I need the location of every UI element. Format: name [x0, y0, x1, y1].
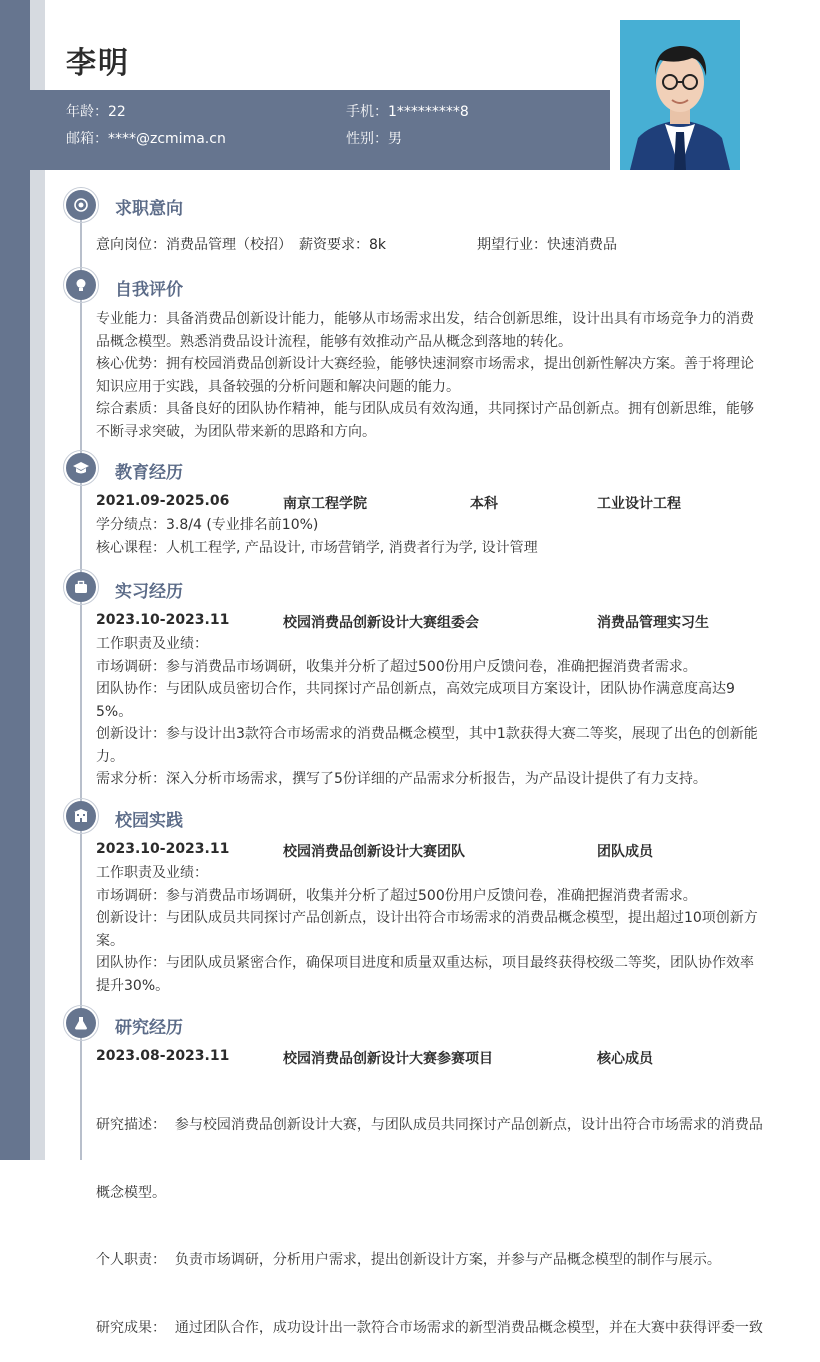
intent-industry: 期望行业：快速消费品 [477, 237, 617, 253]
campus-date: 2023.10-2023.11 [96, 841, 230, 857]
section-title-internship: 实习经历 [115, 582, 183, 602]
campus-org: 校园消费品创新设计大赛团队 [283, 844, 465, 860]
flask-icon [66, 1008, 96, 1038]
internship-line: 5%。 [96, 703, 133, 720]
internship-line: 创新设计：参与设计出3款符合市场需求的消费品概念模型，其中1款获得大赛二等奖，展现了出色的创新能 [96, 726, 758, 742]
email-label: 邮箱： [66, 131, 108, 147]
internship-line: 市场调研：参与消费品市场调研，收集并分析了超过500份用户反馈问卷，准确把握消费者需求。 [96, 658, 697, 675]
research-line: 研究描述： 参与校园消费品创新设计大赛，与团队成员共同探讨产品创新点，设计出符合市场需求的消费品 [96, 1117, 763, 1133]
campus-line: 工作职责及业绩： [96, 865, 208, 881]
campus-line: 市场调研：参与消费品市场调研，收集并分析了超过500份用户反馈问卷，准确把握消费者需求。 [96, 887, 697, 904]
phone-info [346, 101, 469, 121]
internship-org: 校园消费品创新设计大赛组委会 [283, 615, 479, 631]
internship-line: 工作职责及业绩： [96, 636, 208, 652]
research-role: 核心成员 [597, 1051, 653, 1067]
gender-value: 男 [388, 131, 402, 147]
intent-salary: 薪资要求：8k [299, 237, 387, 253]
candidate-name: 李明 [66, 46, 130, 81]
research-line: 概念模型。 [96, 1184, 166, 1201]
education-school: 南京工程学院 [283, 496, 367, 512]
gender-info [346, 128, 402, 148]
briefcase-icon [66, 572, 96, 602]
section-title-education: 教育经历 [115, 463, 183, 483]
campus-line: 团队协作：与团队成员紧密合作，确保项目进度和质量双重达标，项目最终获得校级二等奖，团队协作效率 [96, 955, 754, 971]
lightbulb-icon [66, 270, 96, 300]
age-value: 22 [108, 104, 126, 120]
education-major: 工业设计工程 [597, 496, 681, 512]
campus-line: 创新设计：与团队成员共同探讨产品创新点，设计出符合市场需求的消费品概念模型，提出超过10项创新方 [96, 910, 758, 926]
internship-date: 2023.10-2023.11 [96, 612, 230, 628]
left-decor-shade [30, 0, 45, 1160]
intent-position: 意向岗位：消费品管理（校招） [96, 237, 292, 253]
self-eval-line: 专业能力：具备消费品创新设计能力，能够从市场需求出发，结合创新思维，设计出具有市场竞争力的消费 [96, 311, 754, 327]
phone-value: 1*********8 [388, 104, 469, 120]
research-line: 研究成果： 通过团队合作，成功设计出一款符合市场需求的新型消费品概念模型，并在大赛中获得评委一致 [96, 1319, 763, 1336]
self-eval-line: 核心优势：拥有校园消费品创新设计大赛经验，能够快速洞察市场需求，提出创新性解决方案。善于将理论 [96, 356, 754, 372]
research-date: 2023.08-2023.11 [96, 1048, 230, 1064]
graduation-cap-icon [66, 453, 96, 483]
section-title-campus: 校园实践 [115, 811, 183, 831]
self-eval-line: 品概念模型。熟悉消费品设计流程，能够有效推动产品从概念到落地的转化。 [96, 333, 572, 350]
internship-text [96, 633, 766, 791]
self-eval-line: 知识应用于实践，具备较强的分析问题和解决问题的能力。 [96, 378, 460, 395]
internship-line: 团队协作：与团队成员密切合作，共同探讨产品创新点，高效完成项目方案设计，团队协作满意度高达9 [96, 681, 735, 697]
section-title-research: 研究经历 [115, 1018, 183, 1038]
phone-label: 手机： [346, 104, 388, 120]
building-icon [66, 801, 96, 831]
email-value: ****@zcmima.cn [108, 131, 226, 147]
education-degree: 本科 [470, 496, 498, 512]
section-title-intent: 求职意向 [115, 199, 183, 219]
section-title-self-eval: 自我评价 [115, 280, 183, 300]
research-line: 个人职责： 负责市场调研，分析用户需求，提出创新设计方案，并参与产品概念模型的制作与展示。 [96, 1252, 721, 1268]
education-line: 核心课程：人机工程学, 产品设计, 市场营销学, 消费者行为学, 设计管理 [96, 539, 538, 556]
left-decor-bar [0, 0, 30, 1160]
education-date: 2021.09-2025.06 [96, 493, 230, 509]
profile-photo [620, 20, 740, 170]
education-line: 学分绩点：3.8/4 (专业排名前10%) [96, 517, 319, 533]
gender-label: 性别： [346, 131, 388, 147]
age-info [66, 101, 126, 121]
research-text [96, 1069, 766, 1362]
research-org: 校园消费品创新设计大赛参赛项目 [283, 1051, 493, 1067]
education-text [96, 514, 766, 559]
internship-line: 力。 [96, 748, 124, 765]
campus-line: 案。 [96, 932, 124, 949]
campus-text [96, 862, 766, 997]
target-icon [66, 190, 96, 220]
self-eval-line: 不断寻求突破，为团队带来新的思路和方向。 [96, 423, 376, 440]
email-info [66, 128, 226, 148]
internship-role: 消费品管理实习生 [597, 615, 709, 631]
internship-line: 需求分析：深入分析市场需求，撰写了5份详细的产品需求分析报告，为产品设计提供了有力支持。 [96, 771, 707, 787]
self-eval-line: 综合素质：具备良好的团队协作精神，能与团队成员有效沟通，共同探讨产品创新点。拥有创新思维，能够 [96, 401, 754, 417]
campus-role: 团队成员 [597, 844, 653, 860]
age-label: 年龄： [66, 104, 108, 120]
campus-line: 提升30%。 [96, 977, 170, 994]
self-eval-text [96, 308, 766, 443]
